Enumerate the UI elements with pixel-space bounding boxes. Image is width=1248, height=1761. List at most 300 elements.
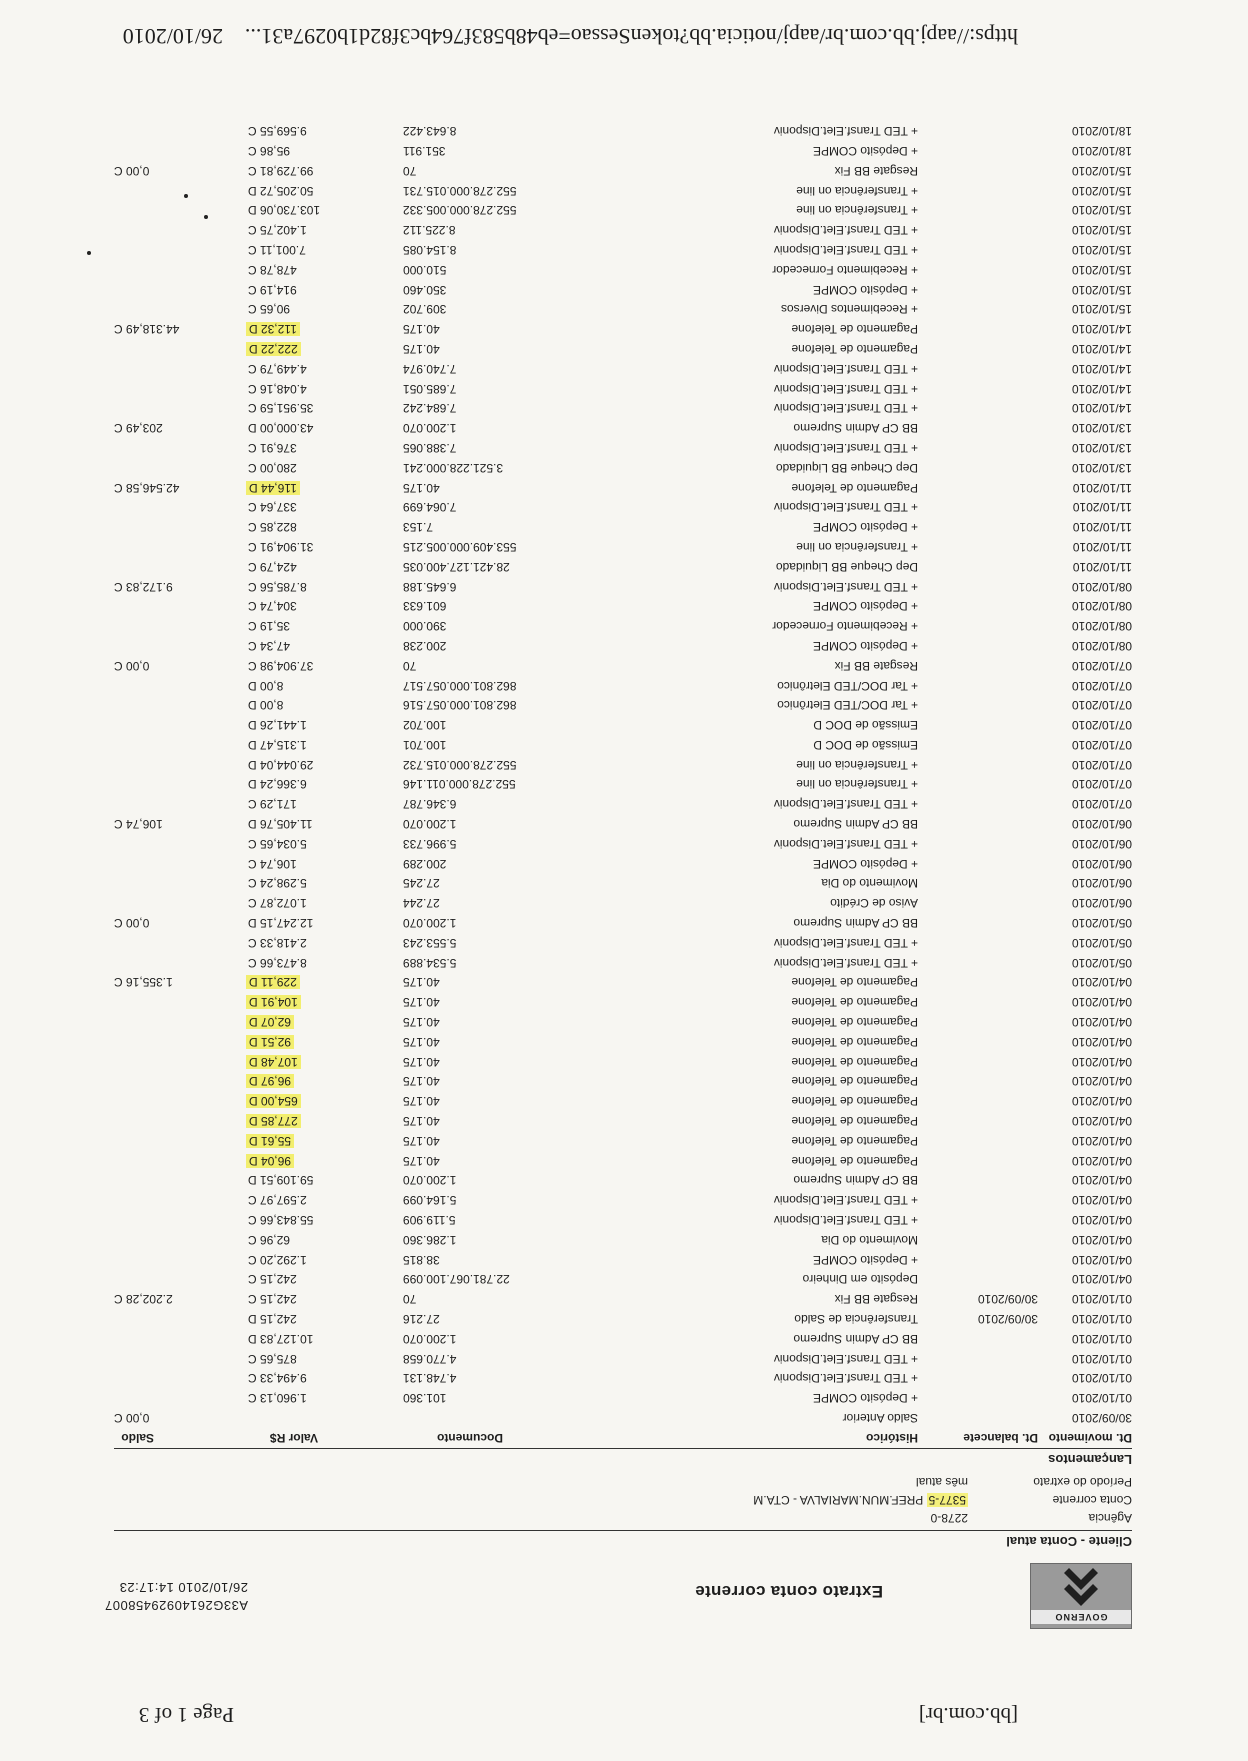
cell-date: 07/10/2010 (1071, 718, 1132, 733)
cell-history: Pagamento de Telefone (791, 1153, 918, 1168)
cell-date: 30/09/2010 (1071, 1411, 1132, 1425)
cell-history: + Transferência on line (796, 183, 918, 198)
cell-value: 90,65 C (248, 302, 291, 317)
cell-value: 106,74 C (248, 856, 297, 871)
highlighted-value: 654,00 D (246, 1094, 301, 1108)
cell-document: 40.175 (403, 480, 440, 495)
table-row (0, 1348, 1248, 1368)
cell-date: 07/10/2010 (1071, 737, 1132, 752)
cell-value: 280,00 C (248, 460, 297, 475)
cell-document: 552.278.000.005.332 (403, 203, 517, 218)
table-row (0, 318, 1248, 338)
cell-value (244, 991, 358, 1011)
cell-date: 04/10/2010 (1071, 1153, 1132, 1168)
entries-table (0, 120, 1248, 1427)
table-row (0, 120, 1248, 140)
cell-history: + TED Transf.Elet.Disponiv (773, 955, 918, 970)
cell-date: 15/10/2010 (1071, 163, 1132, 178)
cell-date: 01/10/2010 (1071, 1391, 1132, 1406)
cell-history: Pagamento de Telefone (791, 341, 918, 356)
table-row (0, 279, 1248, 299)
table-row (0, 774, 1248, 794)
cell-date: 01/10/2010 (1071, 1292, 1132, 1307)
table-row (0, 477, 1248, 497)
table-row (0, 615, 1248, 635)
cell-value: 1.072,87 C (248, 896, 307, 911)
col-header-balance-date: Dt. balancete (963, 1431, 1038, 1445)
cell-value (244, 1150, 358, 1170)
table-row (0, 219, 1248, 239)
cell-history: Depósito em Dinheiro (802, 1272, 918, 1287)
cell-value: 62,96 C (248, 1232, 291, 1247)
cell-history: Emissão de DOC D (813, 718, 918, 733)
cell-value: 171,29 C (248, 797, 297, 812)
col-header-balance: Saldo (121, 1431, 154, 1445)
highlighted-value: 112,32 D (246, 322, 300, 336)
table-row (0, 140, 1248, 160)
cell-history: + TED Transf.Elet.Disponiv (773, 836, 918, 851)
page-number: Page 1 of 3 (138, 1703, 234, 1727)
cell-date: 11/10/2010 (1072, 520, 1132, 535)
page-url: https://aapj.bb.com.br/aapj/noticia.bb?tokenSessao=eb48b583f764bc3f82d1b0297a31... (244, 24, 1018, 49)
cell-value (244, 477, 358, 497)
table-row (0, 952, 1248, 972)
cell-document: 601.633 (403, 599, 447, 614)
cell-date: 14/10/2010 (1071, 341, 1132, 356)
cell-history: + Depósito COMPE (812, 1252, 918, 1267)
site-label: [bb.com.br] (918, 1703, 1018, 1727)
cell-history: + Recebimentos Diversos (780, 302, 918, 317)
cell-document: 1.200.070 (403, 916, 457, 931)
table-row (0, 398, 1248, 418)
cell-document: 1.200.070 (403, 817, 457, 832)
cell-balance: 44.318,49 C (114, 322, 180, 337)
cell-value: 59.109,51 D (248, 1173, 314, 1188)
table-row (0, 259, 1248, 279)
table-row (0, 754, 1248, 774)
cell-value: 50.205,72 D (248, 183, 314, 198)
cell-date: 13/10/2010 (1071, 460, 1132, 475)
cell-date: 15/10/2010 (1071, 242, 1132, 257)
cell-date: 15/10/2010 (1071, 183, 1132, 198)
cell-balance: 0,00 C (114, 916, 150, 931)
cell-document: 350.460 (403, 282, 447, 297)
bank-logo (1030, 1563, 1132, 1629)
cell-history: BB CP Admin Supremo (793, 421, 918, 436)
cell-value: 376,91 C (248, 440, 297, 455)
table-row (0, 536, 1248, 556)
cell-document: 1.200.070 (403, 1173, 457, 1188)
cell-document: 552.278.000.015.731 (403, 183, 517, 198)
cell-date: 07/10/2010 (1071, 658, 1132, 673)
table-row (0, 1269, 1248, 1289)
cell-balance-date: 30/09/2010 (977, 1312, 1038, 1327)
cell-document: 40.175 (403, 341, 440, 356)
cell-value: 914,19 C (248, 282, 297, 297)
cell-history: + TED Transf.Elet.Disponiv (773, 1351, 918, 1366)
table-row (0, 1011, 1248, 1031)
cell-date: 08/10/2010 (1071, 599, 1132, 614)
cell-document: 862.801.000.057.517 (403, 678, 517, 693)
cell-value: 1.315,47 D (248, 737, 307, 752)
cell-date: 01/10/2010 (1071, 1351, 1132, 1366)
cell-value: 1.292,20 C (248, 1252, 307, 1267)
account-value (753, 1493, 968, 1507)
cell-value: 2.597,97 C (248, 1193, 307, 1208)
highlighted-value: 229,11 D (246, 975, 300, 989)
cell-document: 7.684.242 (403, 401, 457, 416)
cell-date: 18/10/2010 (1071, 124, 1132, 139)
table-row (0, 1031, 1248, 1051)
cell-value: 5.034,65 C (248, 836, 307, 851)
table-row (0, 1110, 1248, 1130)
cell-history: Pagamento de Telefone (791, 1074, 918, 1089)
cell-history: Resgate BB Fix (834, 1292, 918, 1307)
cell-value: 103.730,06 D (248, 203, 321, 218)
table-row (0, 734, 1248, 754)
cell-document: 100.701 (403, 737, 447, 752)
cell-value: 10.127,83 D (248, 1331, 314, 1346)
table-row (0, 635, 1248, 655)
cell-value: 875,65 C (248, 1351, 297, 1366)
cell-history: + Depósito COMPE (812, 599, 918, 614)
cell-value (244, 1071, 358, 1091)
cell-date: 15/10/2010 (1071, 302, 1132, 317)
cell-document: 40.175 (403, 1133, 440, 1148)
cell-date: 04/10/2010 (1071, 1213, 1132, 1228)
cell-date: 05/10/2010 (1071, 935, 1132, 950)
cell-date: 04/10/2010 (1071, 1074, 1132, 1089)
cell-date: 08/10/2010 (1071, 619, 1132, 634)
cell-history: BB CP Admin Supremo (793, 1173, 918, 1188)
cell-document: 27.244 (403, 896, 440, 911)
agency-value: 2278-0 (930, 1511, 968, 1525)
cell-history: BB CP Admin Supremo (793, 1331, 918, 1346)
cell-date: 04/10/2010 (1071, 975, 1132, 990)
period-value: mês atual (915, 1475, 968, 1489)
cell-date: 11/10/2010 (1072, 480, 1132, 495)
table-row (0, 417, 1248, 437)
table-row (0, 853, 1248, 873)
cell-balance-date: 30/09/2010 (977, 1292, 1038, 1307)
cell-document: 7.685.051 (403, 381, 457, 396)
cell-date: 13/10/2010 (1071, 421, 1132, 436)
cell-history: + Depósito COMPE (812, 1391, 918, 1406)
cell-value: 9.494,33 C (248, 1371, 307, 1386)
cell-value (244, 318, 358, 338)
table-row (0, 1288, 1248, 1308)
cell-document: 40.175 (403, 995, 440, 1010)
cell-document: 38.815 (403, 1252, 440, 1267)
cell-document: 40.175 (403, 1153, 440, 1168)
cell-date: 06/10/2010 (1071, 856, 1132, 871)
table-row (0, 1368, 1248, 1388)
cell-value: 37.904,98 C (248, 658, 314, 673)
cell-document: 40.175 (403, 1114, 440, 1129)
cell-date: 04/10/2010 (1071, 1232, 1132, 1247)
entries-section-title: Lançamentos (1048, 1452, 1132, 1467)
cell-document: 7.388.065 (403, 440, 457, 455)
agency-label: Agência (1088, 1511, 1132, 1525)
cell-value (244, 338, 358, 358)
cell-document: 5.119.909 (403, 1213, 456, 1228)
cell-date: 04/10/2010 (1071, 1094, 1132, 1109)
table-row (0, 239, 1248, 259)
cell-document: 6.346.787 (403, 797, 457, 812)
highlighted-value: 116,44 D (246, 481, 300, 495)
table-row (0, 1387, 1248, 1407)
cell-document: 7.740.974 (403, 361, 457, 376)
cell-history: Pagamento de Telefone (791, 1015, 918, 1030)
cell-value: 6.366,24 D (248, 777, 307, 792)
cell-document: 4.770.658 (403, 1351, 457, 1366)
cell-history: + TED Transf.Elet.Disponiv (773, 381, 918, 396)
cell-history: Saldo Anterior (842, 1411, 918, 1425)
table-row (0, 1071, 1248, 1091)
cell-document: 5.996.733 (403, 836, 457, 851)
cell-date: 13/10/2010 (1071, 440, 1132, 455)
cell-document: 40.175 (403, 1015, 440, 1030)
table-row (0, 1328, 1248, 1348)
table-row (0, 892, 1248, 912)
cell-document: 3.521.228.000.241 (403, 460, 504, 475)
cell-date: 05/10/2010 (1071, 916, 1132, 931)
cell-value: 11.405,76 D (248, 817, 313, 832)
cell-date: 14/10/2010 (1071, 361, 1132, 376)
cell-value: 8,00 D (248, 698, 284, 713)
scan-speck (87, 251, 91, 255)
table-row (0, 1051, 1248, 1071)
cell-value: 29.044,04 D (248, 757, 314, 772)
cell-date: 11/10/2010 (1072, 539, 1132, 554)
cell-value: 43.000,00 D (248, 421, 314, 436)
cell-value: 242,15 D (248, 1312, 297, 1327)
cell-history: + Transferência on line (796, 539, 918, 554)
cell-history: + TED Transf.Elet.Disponiv (773, 797, 918, 812)
cell-date: 07/10/2010 (1071, 757, 1132, 772)
cell-balance: 0,00 C (114, 163, 150, 178)
cell-document: 8.643.422 (403, 124, 457, 139)
cell-date: 11/10/2010 (1072, 559, 1132, 574)
cell-date: 04/10/2010 (1071, 1173, 1132, 1188)
cell-value: 822,85 C (248, 520, 297, 535)
cell-value: 8,00 D (248, 678, 284, 693)
cell-history: Pagamento de Telefone (791, 1034, 918, 1049)
cell-history: Dep Cheque BB Liquidado (775, 460, 918, 475)
cell-balance: 9.172,83 C (114, 579, 173, 594)
table-row (0, 695, 1248, 715)
cell-date: 05/10/2010 (1071, 955, 1132, 970)
cell-document: 7.064.699 (403, 500, 457, 515)
table-row (0, 675, 1248, 695)
cell-date: 04/10/2010 (1071, 1054, 1132, 1069)
scan-speck (184, 194, 188, 198)
cell-value (244, 972, 358, 992)
table-row (0, 556, 1248, 576)
cell-value: 8.785,56 C (248, 579, 307, 594)
cell-document: 40.175 (403, 1074, 440, 1089)
table-row (0, 912, 1248, 932)
highlighted-value: 222,22 D (246, 342, 301, 356)
document-title: Extrato conta corrente (695, 1582, 883, 1601)
cell-history: Aviso de Crédito (830, 896, 918, 911)
cell-history: + Depósito COMPE (812, 638, 918, 653)
table-row (0, 299, 1248, 319)
cell-history: Resgate BB Fix (834, 163, 918, 178)
cell-date: 14/10/2010 (1071, 401, 1132, 416)
cell-history: + Transferência on line (796, 203, 918, 218)
cell-date: 04/10/2010 (1071, 1015, 1132, 1030)
cell-value: 9.569,55 C (248, 124, 307, 139)
cell-history: Pagamento de Telefone (791, 1094, 918, 1109)
table-row (0, 576, 1248, 596)
cell-document: 40.175 (403, 1094, 440, 1109)
highlighted-value: 55,61 D (246, 1134, 294, 1148)
cell-document: 40.175 (403, 975, 440, 990)
table-row (0, 991, 1248, 1011)
cell-history: + TED Transf.Elet.Disponiv (773, 223, 918, 238)
table-row (0, 1249, 1248, 1269)
cell-date: 08/10/2010 (1071, 579, 1132, 594)
cell-date: 07/10/2010 (1071, 797, 1132, 812)
cell-history: + TED Transf.Elet.Disponiv (773, 935, 918, 950)
cell-value (244, 1031, 358, 1051)
cell-history: + Depósito COMPE (812, 144, 918, 158)
cell-document: 4.748.131 (403, 1371, 457, 1386)
cell-date: 11/10/2010 (1072, 500, 1132, 515)
table-row (0, 596, 1248, 616)
table-row (0, 714, 1248, 734)
client-section-title: Cliente - Conta atual (1006, 1534, 1132, 1549)
cell-date: 07/10/2010 (1071, 678, 1132, 693)
cell-date: 14/10/2010 (1071, 381, 1132, 396)
cell-history: + Recebimento Fornecedor (772, 262, 918, 277)
cell-document: 70 (403, 163, 417, 178)
cell-document: 5.164.099 (403, 1193, 457, 1208)
cell-value: 242,15 C (248, 1272, 297, 1287)
cell-date: 06/10/2010 (1071, 896, 1132, 911)
table-row (0, 1308, 1248, 1328)
cell-value: 1.441,26 D (248, 718, 307, 733)
cell-value: 304,74 C (248, 599, 297, 614)
divider (114, 1530, 1132, 1531)
cell-value (244, 1090, 358, 1110)
table-row (0, 1407, 1248, 1427)
table-row (0, 932, 1248, 952)
cell-history: + Depósito COMPE (812, 520, 918, 535)
highlighted-value: 107,48 D (246, 1055, 301, 1069)
cell-date: 15/10/2010 (1071, 223, 1132, 238)
cell-value: 8.473,66 C (248, 955, 307, 970)
cell-date: 07/10/2010 (1071, 698, 1132, 713)
cell-history: + TED Transf.Elet.Disponiv (773, 1213, 918, 1228)
cell-document: 351.911 (403, 144, 446, 158)
table-row (0, 457, 1248, 477)
cell-balance: 106,74 C (114, 817, 163, 832)
cell-history: + Depósito COMPE (812, 856, 918, 871)
col-header-date: Dt. movimento (1048, 1431, 1132, 1445)
cell-date: 04/10/2010 (1071, 1252, 1132, 1267)
table-row (0, 972, 1248, 992)
table-row (0, 1209, 1248, 1229)
cell-document: 309.702 (403, 302, 447, 317)
table-row (0, 378, 1248, 398)
cell-value: 1.402,75 C (248, 223, 307, 238)
cell-value: 35.951,59 C (248, 401, 314, 416)
print-date: 26/10/2010 (122, 24, 223, 49)
cell-document: 8.154.085 (403, 242, 457, 257)
cell-date: 01/10/2010 (1071, 1312, 1132, 1327)
cell-date: 01/10/2010 (1071, 1331, 1132, 1346)
cell-value (244, 1110, 358, 1130)
cell-date: 15/10/2010 (1071, 282, 1132, 297)
cell-date: 14/10/2010 (1071, 322, 1132, 337)
cell-balance: 42.546,58 C (114, 480, 180, 495)
cell-document: 22.781.067.100.099 (403, 1272, 510, 1287)
cell-document: 510.000 (403, 262, 447, 277)
col-header-value: Valor R$ (269, 1431, 318, 1445)
cell-date: 15/10/2010 (1071, 203, 1132, 218)
table-row (0, 813, 1248, 833)
account-name: PREF.MUN.MARIALVA - CTA.M (753, 1493, 924, 1507)
cell-value: 7.001,11 C (248, 242, 306, 257)
cell-history: Pagamento de Telefone (791, 1054, 918, 1069)
cell-history: + Depósito COMPE (812, 282, 918, 297)
table-row (0, 1229, 1248, 1249)
cell-date: 04/10/2010 (1071, 1034, 1132, 1049)
cell-history: Transferência de Saldo (794, 1312, 918, 1327)
cell-history: Pagamento de Telefone (791, 1133, 918, 1148)
cell-value: 4.048,16 C (248, 381, 307, 396)
cell-history: + TED Transf.Elet.Disponiv (773, 1371, 918, 1386)
cell-date: 07/10/2010 (1071, 777, 1132, 792)
cell-value (244, 1051, 358, 1071)
cell-value: 55.843,66 C (248, 1213, 314, 1228)
cell-value (244, 1130, 358, 1150)
col-header-document: Documento (437, 1431, 503, 1445)
cell-value: 35,19 C (248, 619, 291, 634)
scan-speck (204, 215, 208, 219)
cell-history: + Tar DOC/TED Eletrônico (777, 678, 918, 693)
cell-date: 04/10/2010 (1071, 1133, 1132, 1148)
cell-document: 70 (403, 658, 417, 673)
cell-value: 99.729,81 C (248, 163, 314, 178)
cell-date: 01/10/2010 (1071, 1371, 1132, 1386)
cell-history: + TED Transf.Elet.Disponiv (773, 124, 918, 139)
table-row (0, 1130, 1248, 1150)
table-row (0, 497, 1248, 517)
cell-history: + TED Transf.Elet.Disponiv (773, 500, 918, 515)
cell-document: 1.286.360 (403, 1232, 457, 1247)
cell-value: 242,15 C (248, 1292, 297, 1307)
highlighted-value: 277,85 D (246, 1114, 301, 1128)
cell-document: 1.200.070 (403, 1331, 457, 1346)
highlighted-value: 62,07 D (246, 1015, 294, 1029)
cell-document: 5.553.243 (403, 935, 457, 950)
table-row (0, 1189, 1248, 1209)
highlighted-value: 96,97 D (246, 1074, 294, 1088)
cell-value: 47,34 C (248, 638, 291, 653)
cell-balance: 1.355,16 C (114, 975, 173, 990)
cell-value: 478,78 C (248, 262, 297, 277)
cell-history: + TED Transf.Elet.Disponiv (773, 401, 918, 416)
cell-date: 06/10/2010 (1071, 876, 1132, 891)
table-row (0, 160, 1248, 180)
table-row (0, 1090, 1248, 1110)
cell-document: 1.200.070 (403, 421, 457, 436)
cell-history: + TED Transf.Elet.Disponiv (773, 440, 918, 455)
cell-history: BB CP Admin Supremo (793, 916, 918, 931)
